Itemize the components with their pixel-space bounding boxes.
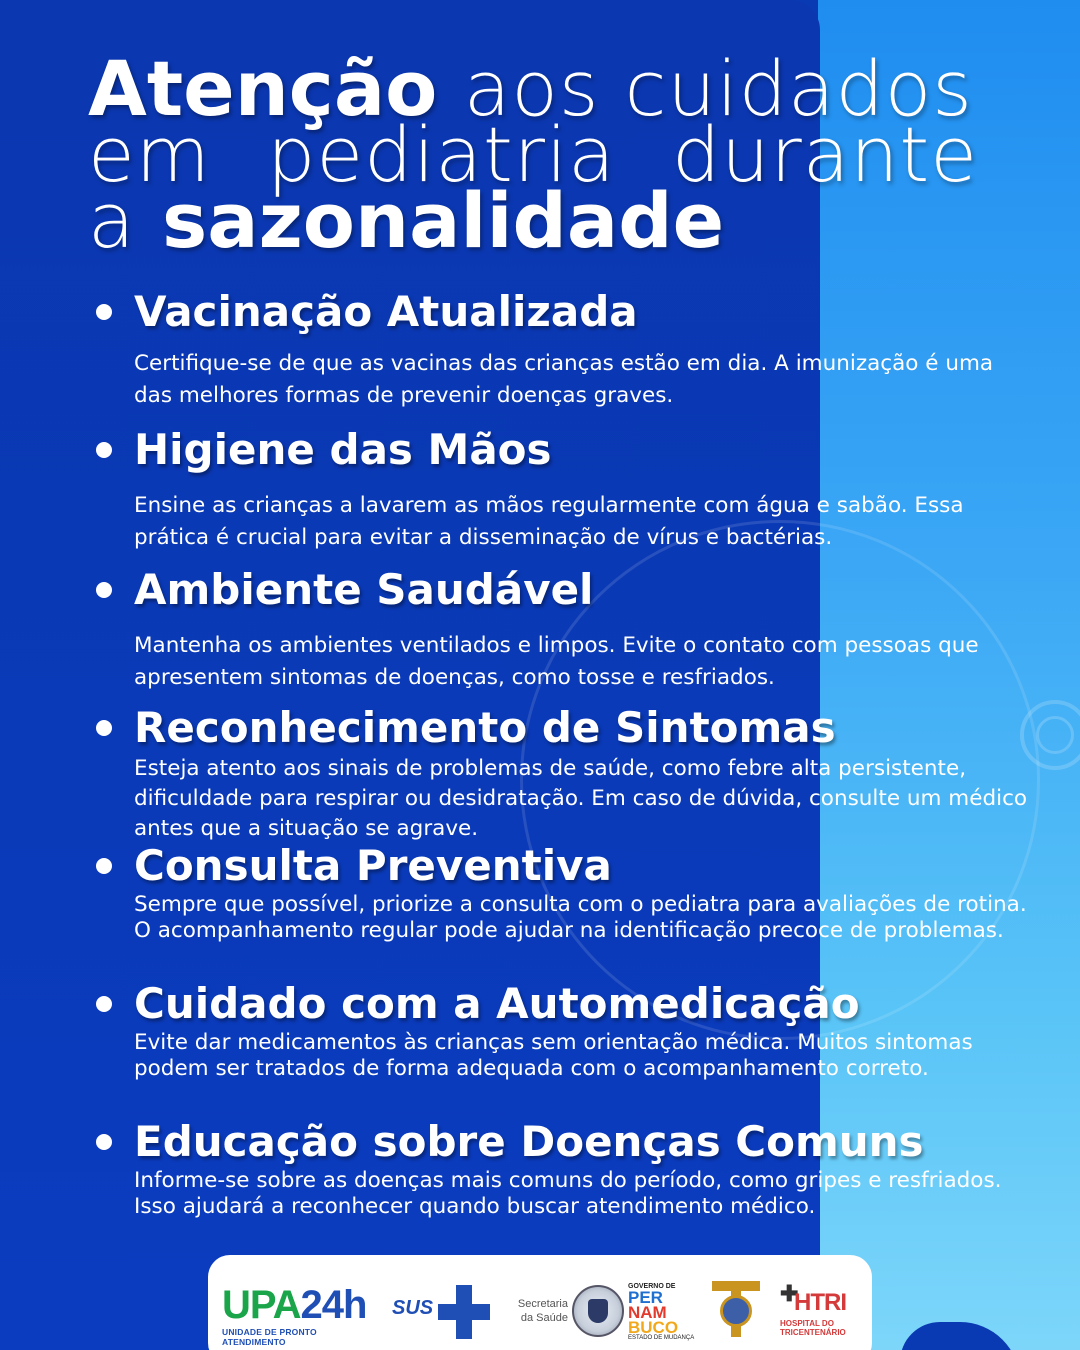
state-seal-icon [572,1285,624,1337]
title-bold-word: sazonalidade [162,176,725,265]
upa-logo-main: UPA [222,1283,301,1327]
title-word: em [88,110,211,199]
emblem-ring [720,1295,752,1327]
title-word: durante [672,110,978,199]
title-line1-rest: aos cuidados [463,44,973,133]
title-prefix: a [88,176,136,265]
item-heading: Cuidado com a Automedicação [134,979,860,1028]
htri-sub-line: HOSPITAL DO [780,1319,834,1328]
list-item [92,702,1042,844]
bullet-icon [96,1134,112,1150]
item-heading: Reconhecimento de Sintomas [134,703,836,752]
partner-logos-bar [208,1255,872,1350]
pe-slogan: ESTADO DE MUDANÇA [628,1335,695,1341]
list-item [92,424,1042,554]
item-text: Ensine as crianças a lavarem as mãos regularmente com água e sabão. Essa prática é crucial para evitar a disseminação de vírus e bactérias. [134,493,964,550]
item-text: Certifique-se de que as vacinas das crianças estão em dia. A imunização é uma das melhores formas de prevenir doenças graves. [134,351,994,408]
sus-logo [392,1283,502,1343]
sus-logo-text: SUS [392,1297,434,1319]
item-text: Sempre que possível, priorize a consulta com o pediatra para avaliações de rotina. O acompanhamento regular pode ajudar na identificação precoce de problemas. [134,892,1027,943]
bullet-icon [96,582,112,598]
list-item [92,286,1042,412]
list-item [92,978,1042,1082]
pe-word: NAM [628,1303,667,1322]
item-heading: Ambiente Saudável [134,565,594,614]
bullet-icon [96,858,112,874]
list-item [92,1116,1042,1220]
secretaria-line: da Saúde [520,1312,568,1324]
pe-gov-label: GOVERNO DE [628,1283,676,1290]
list-item [92,840,1042,944]
bullet-icon [96,442,112,458]
item-heading: Consulta Preventiva [134,841,612,890]
secretaria-saude-label [508,1297,568,1325]
item-heading: Vacinação Atualizada [134,287,638,336]
item-text: Informe-se sobre as doenças mais comuns do período, como gripes e resfriados. Isso ajudará a reconhecer quando buscar atendimento médico. [134,1168,1002,1219]
governo-pernambuco-logo [628,1283,700,1347]
bullet-icon [96,996,112,1012]
sus-cross-icon-bar [438,1304,490,1320]
institution-emblem-icon [712,1281,760,1339]
page-title [88,44,978,265]
htri-subtitle [780,1319,846,1337]
upa-logo-number: 24h [300,1283,367,1327]
secretaria-line: Secretaria [517,1298,568,1310]
title-bold-word: Atenção [88,44,438,133]
htri-cross-icon: ✚ [780,1281,799,1306]
list-item [92,564,1042,694]
pe-word: BUCO [628,1318,679,1337]
pe-word: PER [628,1288,663,1307]
bullet-icon [96,304,112,320]
item-heading: Higiene das Mãos [134,425,552,474]
upa-24h-logo [222,1283,382,1347]
item-text: Esteja atento aos sinais de problemas de saúde, como febre alta persistente, dificuldade para respirar ou desidratação. Em caso de dúvida, consulte um médico antes que a situação se agrave. [134,756,1028,841]
item-text: Evite dar medicamentos às crianças sem orientação médica. Muitos sintomas podem ser tratados de forma adequada com o acompanhamento correto. [134,1030,973,1081]
item-text: Mantenha os ambientes ventilados e limpos. Evite o contato com pessoas que apresentem sintomas de doenças, como tosse e resfriados. [134,633,979,690]
item-heading: Educação sobre Doenças Comuns [134,1117,924,1166]
bullet-icon [96,720,112,736]
htri-name: HTRI [794,1289,846,1316]
title-word: pediatria [267,110,616,199]
htri-logo [780,1281,860,1341]
htri-sub-line: TRICENTENÁRIO [780,1328,846,1337]
upa-logo-subtitle: UNIDADE DE PRONTO ATENDIMENTO [222,1327,317,1347]
